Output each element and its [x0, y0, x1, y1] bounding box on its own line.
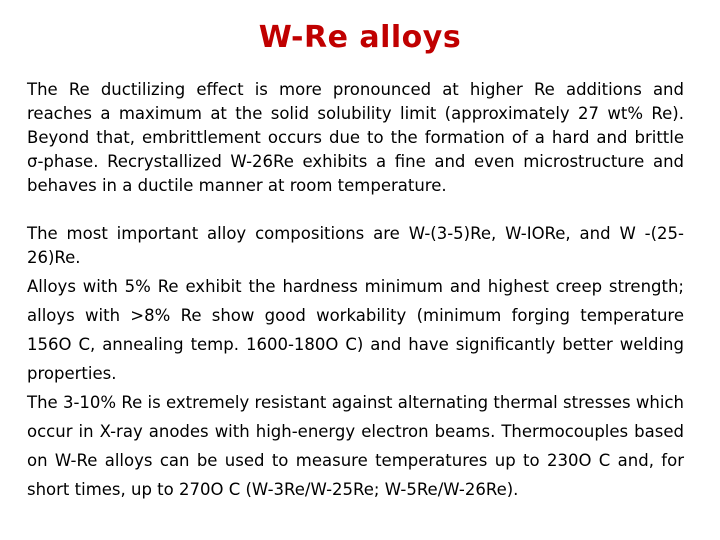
paragraph-ductilizing-effect: The Re ductilizing effect is more pronounced at higher Re additions and reaches a maximum at the solid solubility limit (approximately 27 wt% Re). Beyond that, embrittlement occurs due to the formation of a hard and brittle σ-phase. Recrystallized W-26Re exhibits a fine and even microstructure and behaves in a ductile manner at room temperature.: [27, 80, 684, 195]
paragraph-hardness-workability: Alloys with 5% Re exhibit the hardness minimum and highest creep strength; alloys with >8% Re show good workability (minimum forging temperature 156O C, annealing temp. 1600-180O C) and have significantly better welding properties.: [27, 277, 684, 383]
paragraph-alloy-compositions: The most important alloy compositions are W-(3-5)Re, W-IORe, and W -(25-26)Re.: [27, 224, 684, 267]
paragraph-thermal-stress-thermocouples: The 3-10% Re is extremely resistant against alternating thermal stresses which occur in X-ray anodes with high-energy electron beams. Thermocouples based on W-Re alloys can be used to measure temperatures up to 230O C and, for short times, up to 270O C (W-3Re/W-25Re; W-5Re/W-26Re).: [27, 393, 684, 499]
slide-title: W-Re alloys: [258, 20, 462, 55]
